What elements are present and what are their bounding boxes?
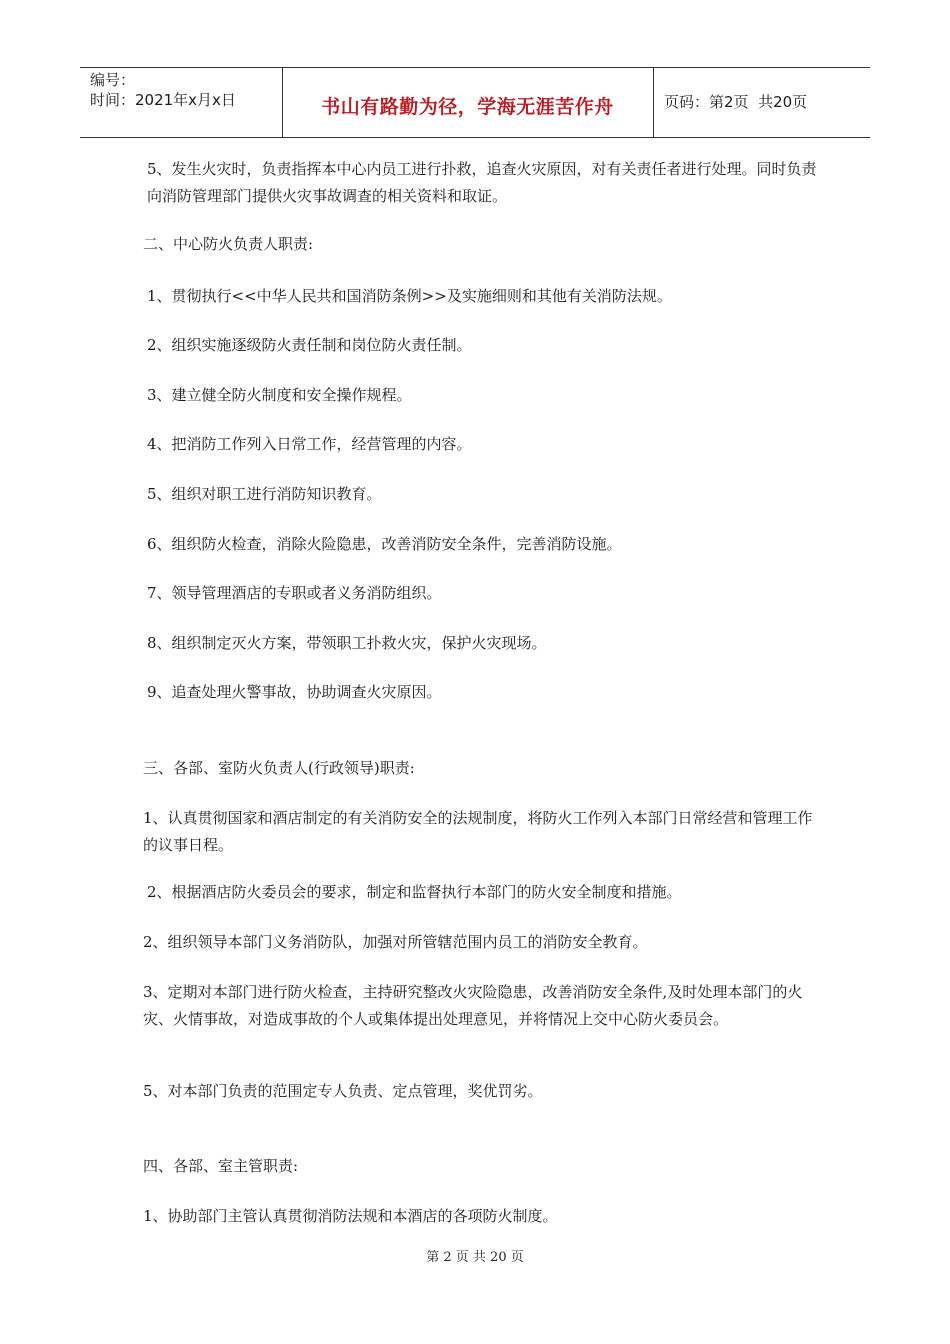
paragraph: 4、把消防工作列入日常工作，经营管理的内容。 (147, 435, 472, 453)
motto: 书山有路勤为径，学海无涯苦作舟 (321, 96, 614, 118)
paragraph: 3、建立健全防火制度和安全操作规程。 (147, 386, 412, 404)
number-label: 编号： (90, 71, 136, 89)
paragraph: 1、协助部门主管认真贯彻消防法规和本酒店的各项防火制度。 (143, 1207, 558, 1225)
paragraph: 2、组织实施逐级防火责任制和岗位防火责任制。 (147, 336, 472, 354)
page-footer: 第 2 页 共 20 页 (426, 1250, 524, 1265)
header-meta-cell (80, 68, 283, 137)
paragraph: 8、组织制定灭火方案，带领职工扑救火灾，保护火灾现场。 (147, 634, 547, 652)
paragraph: 2、组织领导本部门义务消防队，加强对所管辖范围内员工的消防安全教育。 (143, 933, 648, 951)
paragraph: 7、领导管理酒店的专职或者义务消防组织。 (147, 584, 442, 602)
section-heading: 二、中心防火负责人职责: (143, 235, 314, 253)
page-info: 页码：第2页 共20页 (664, 93, 808, 111)
paragraph: 9、追查处理火警事故，协助调查火灾原因。 (147, 683, 442, 701)
paragraph: 2、根据酒店防火委员会的要求，制定和监督执行本部门的防火安全制度和措施。 (147, 883, 682, 901)
time-label: 时间：2021年x月x日 (90, 91, 236, 109)
section-heading: 三、各部、室防火负责人(行政领导)职责: (143, 759, 415, 777)
header-motto-cell (282, 68, 654, 137)
paragraph: 1、认真贯彻国家和酒店制定的有关消防安全的法规制度，将防火工作列入本部门日常经营和管理工作的议事日程。 (143, 809, 813, 854)
document-header (80, 67, 870, 138)
section-heading: 四、各部、室主管职责: (143, 1157, 299, 1175)
paragraph: 5、发生火灾时，负责指挥本中心内员工进行扑救，追查火灾原因，对有关责任者进行处理。同时负责向消防管理部门提供火灾事故调查的相关资料和取证。 (147, 160, 817, 205)
header-page-cell (654, 68, 870, 137)
paragraph: 5、对本部门负责的范围定专人负责、定点管理，奖优罚劣。 (143, 1082, 543, 1100)
paragraph: 6、组织防火检查，消除火险隐患，改善消防安全条件，完善消防设施。 (147, 535, 622, 553)
paragraph: 3、定期对本部门进行防火检查，主持研究整改火灾险隐患，改善消防安全条件,及时处理本部门的火灾、火情事故，对造成事故的个人或集体提出处理意见，并将情况上交中心防火委员会。 (143, 983, 803, 1028)
paragraph: 1、贯彻执行<<中华人民共和国消防条例>>及实施细则和其他有关消防法规。 (147, 287, 672, 305)
paragraph: 5、组织对职工进行消防知识教育。 (147, 485, 382, 503)
